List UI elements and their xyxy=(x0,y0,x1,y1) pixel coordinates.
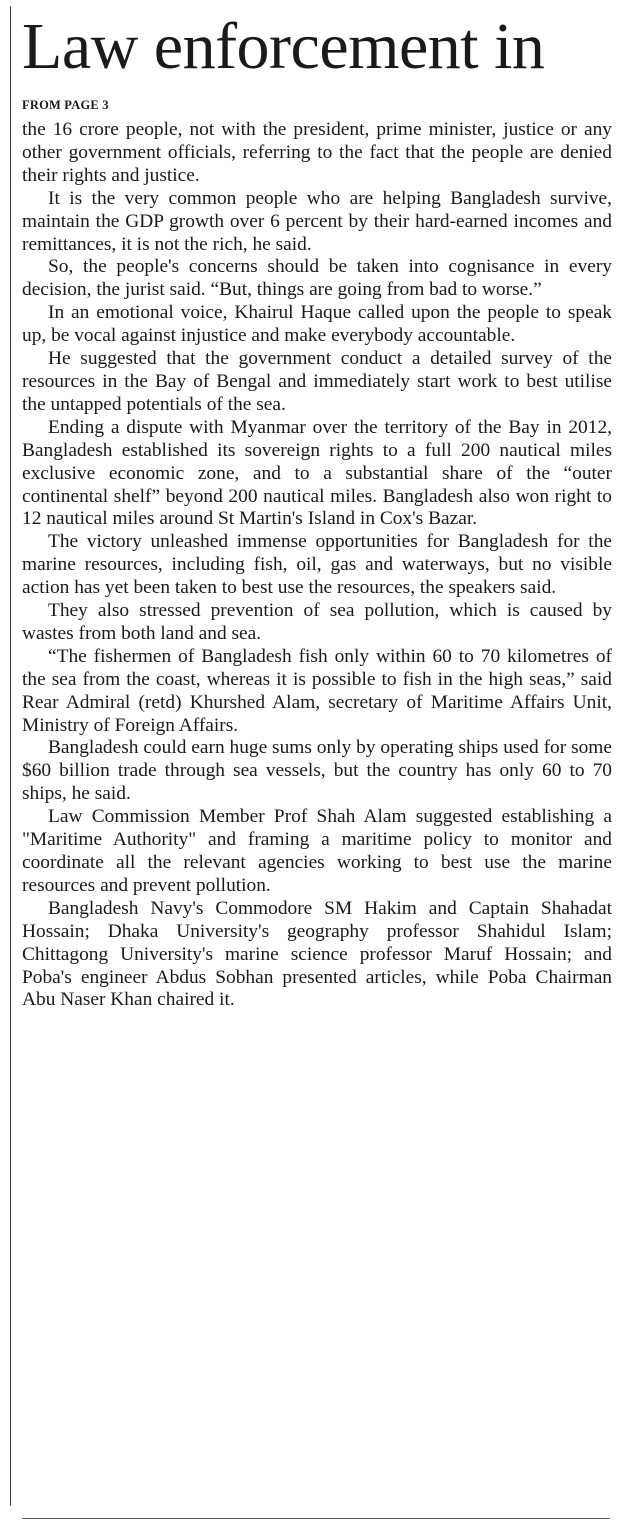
jump-line: FROM PAGE 3 xyxy=(22,98,109,112)
column-rule-left xyxy=(10,6,11,1506)
headline: Law enforcement in xyxy=(22,10,545,83)
paragraph: In an emotional voice, Khairul Haque called upon the people to speak up, be vocal against injustice and make everybody accountable. xyxy=(22,302,612,347)
paragraph: Law Commission Member Prof Shah Alam suggested establishing a "Maritime Authority" and framing a maritime policy to monitor and coordinate all the relevant agencies working to best use the marine resources and prevent pollution. xyxy=(22,806,612,896)
paragraph: So, the people's concerns should be taken into cognisance in every decision, the jurist said. “But, things are going from bad to worse.” xyxy=(22,256,612,301)
paragraph: They also stressed prevention of sea pollution, which is caused by wastes from both land and sea. xyxy=(22,600,612,644)
paragraph: Bangladesh Navy's Commodore SM Hakim and Captain Shahadat Hossain; Dhaka University's geography professor Shahidul Islam; Chittagong University's marine science professor Maruf Hossain; and Poba's engineer Abdus Sobhan presented articles, while Poba Chairman Abu Naser Khan chaired it. xyxy=(22,897,612,1011)
paragraph: Ending a dispute with Myanmar over the territory of the Bay in 2012, Bangladesh established its sovereign rights to a full 200 nautical miles exclusive economic zone, and to a substantial share of the “outer continental shelf” beyond 200 nautical miles. Bangladesh also won right to 12 nautical miles around St Martin's Island in Cox's Bazar. xyxy=(22,416,612,530)
paragraph: He suggested that the government conduct a detailed survey of the resources in the Bay of Bengal and immediately start work to best utilise the untapped potentials of the sea. xyxy=(22,348,612,415)
paragraph: The victory unleashed immense opportunities for Bangladesh for the marine resources, including fish, oil, gas and waterways, but no visible action has yet been taken to best use the resources, the speakers said. xyxy=(22,531,612,599)
paragraph: the 16 crore people, not with the president, prime minister, justice or any other government officials, referring to the fact that the people are denied their rights and justice. xyxy=(22,119,612,186)
paragraph: Bangladesh could earn huge sums only by operating ships used for some $60 billion trade through sea vessels, but the country has only 60 to 70 ships, he said. xyxy=(22,737,612,805)
bottom-rule xyxy=(22,1518,610,1519)
paragraph: It is the very common people who are helping Bangladesh survive, maintain the GDP growth over 6 percent by their hard-earned incomes and remittances, it is not the rich, he said. xyxy=(22,187,612,255)
paragraph: “The fishermen of Bangladesh fish only within 60 to 70 kilometres of the sea from the coast, whereas it is possible to fish in the high seas,” said Rear Admiral (retd) Khurshed Alam, secretary of Maritime Affairs Unit, Ministry of Foreign Affairs. xyxy=(22,645,612,736)
article-body xyxy=(22,119,612,1012)
